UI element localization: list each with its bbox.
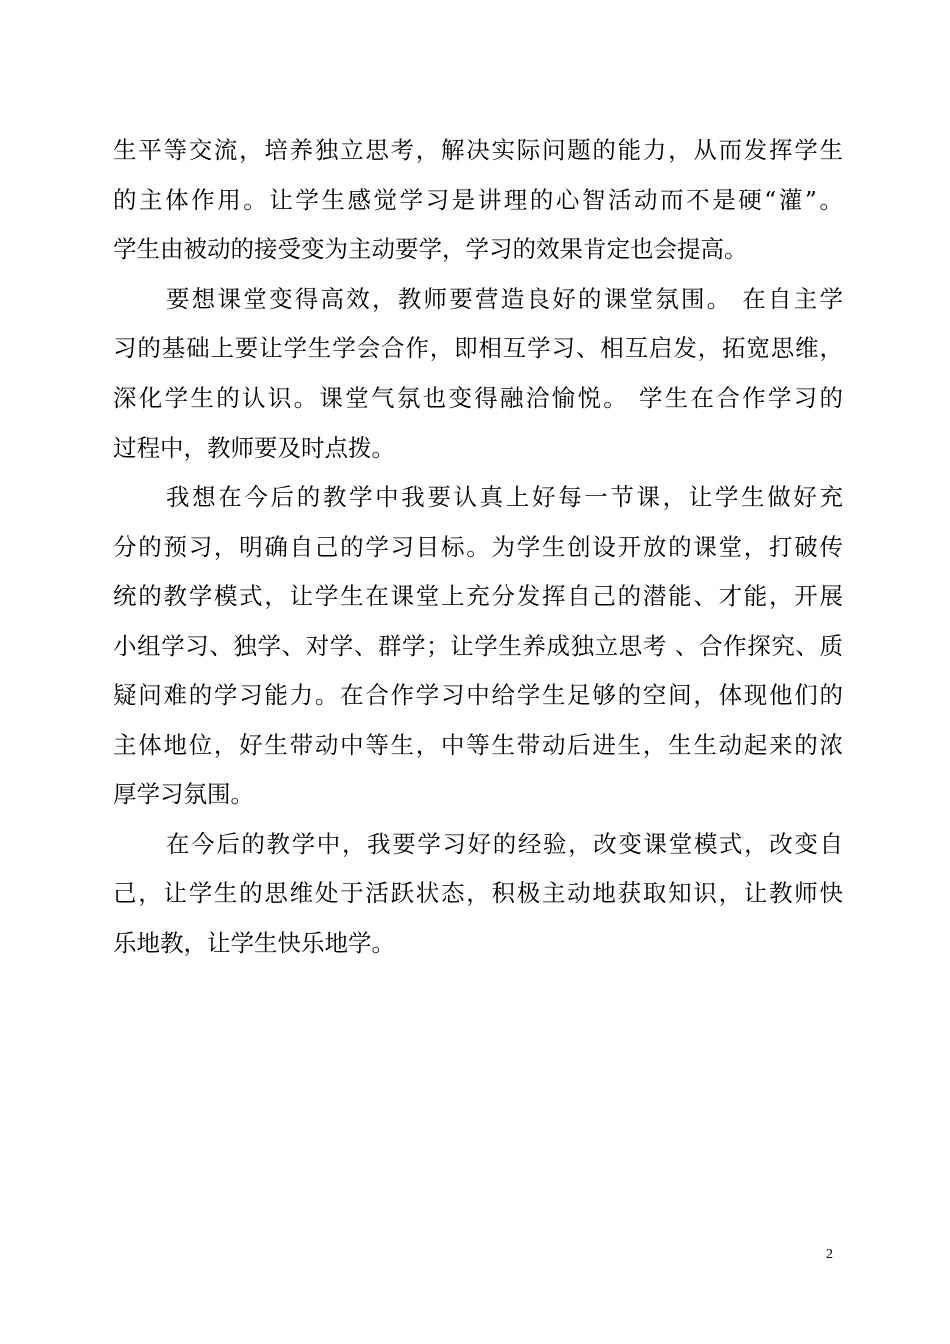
paragraph-2-line-3: 深化学生的认识。课堂气氛也变得融洽愉悦。 学生在合作学习的 [113,384,843,412]
paragraph-1-line-2: 的主体作用。让学生感觉学习是讲理的心智活动而不是硬“灌”。 [113,186,843,214]
paragraph-3-line-7: 厚学习氛围。 [113,780,254,808]
paragraph-2-line-1: 要想课堂变得高效，教师要营造良好的课堂氛围。 在自主学 [166,285,843,313]
paragraph-3-line-5: 疑问难的学习能力。在合作学习中给学生足够的空间，体现他们的 [113,681,843,709]
paragraph-3-line-4: 小组学习、独学、对学、群学；让学生养成独立思考 、合作探究、质 [113,632,843,660]
paragraph-2-line-4: 过程中，教师要及时点拨。 [113,434,395,462]
paragraph-2-line-2: 习的基础上要让学生学会合作，即相互学习、相互启发，拓宽思维， [113,334,843,362]
paragraph-3-line-2: 分的预习，明确自己的学习目标。为学生创设开放的课堂，打破传 [113,533,843,561]
paragraph-1-line-3: 学生由被动的接受变为主动要学，学习的效果肯定也会提高。 [113,235,748,263]
paragraph-1-line-1: 生平等交流，培养独立思考，解决实际问题的能力，从而发挥学生 [113,136,843,164]
paragraph-3-line-6: 主体地位，好生带动中等生，中等生带动后进生，生生动起来的浓 [113,731,843,759]
page-number: 2 [826,1247,833,1262]
paragraph-3-line-3: 统的教学模式，让学生在课堂上充分发挥自己的潜能、才能，开展 [113,582,843,610]
paragraph-4-line-2: 己，让学生的思维处于活跃状态，积极主动地获取知识，让教师快 [113,879,843,907]
paragraph-4-line-3: 乐地教，让学生快乐地学。 [113,929,395,957]
paragraph-3-line-1: 我想在今后的教学中我要认真上好每一节课，让学生做好充 [166,483,843,511]
paragraph-4-line-1: 在今后的教学中，我要学习好的经验，改变课堂模式，改变自 [166,830,843,858]
